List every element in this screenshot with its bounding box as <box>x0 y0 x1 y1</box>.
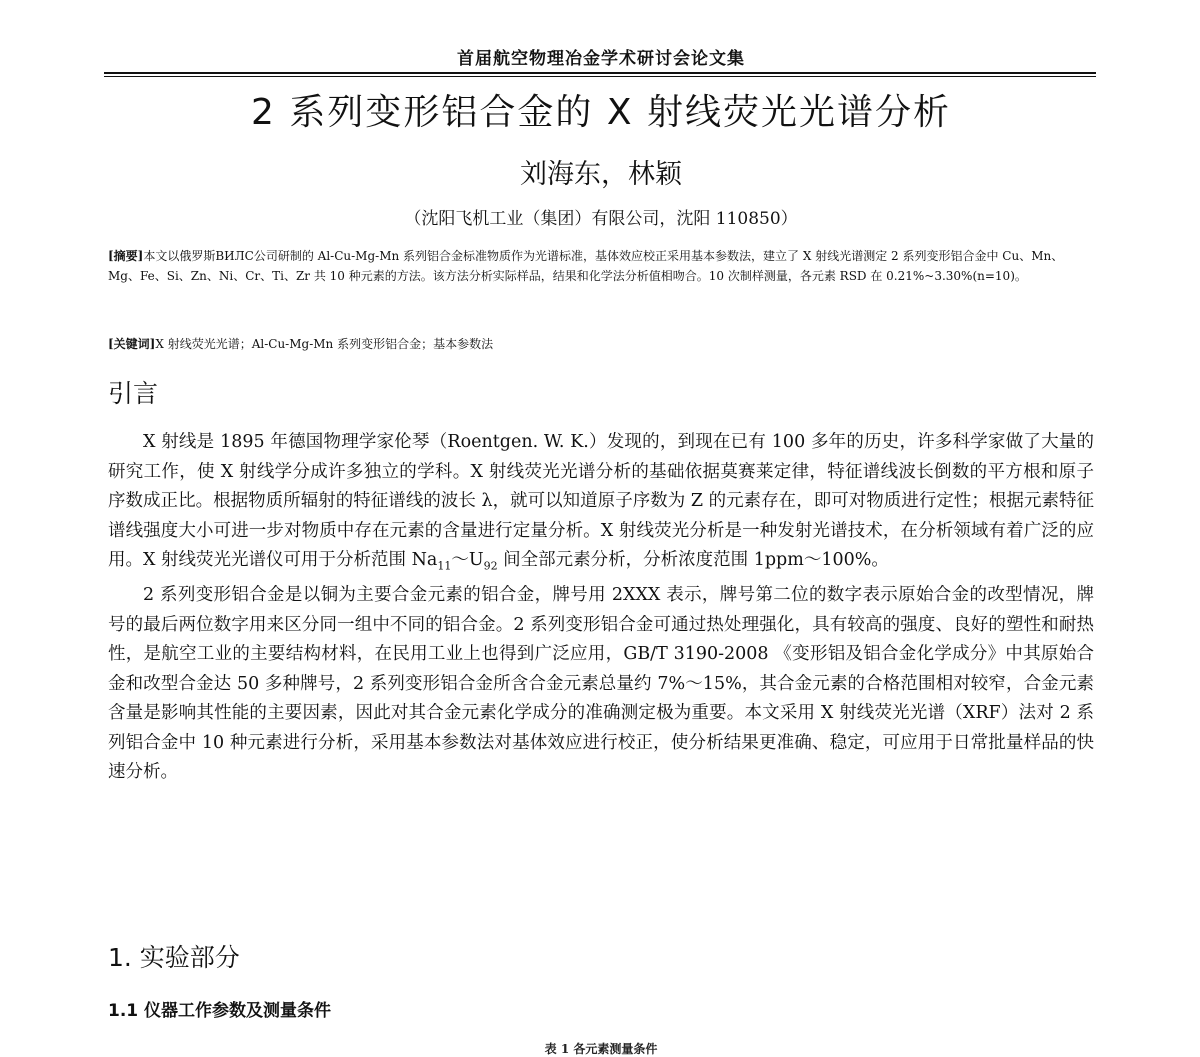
intro-p1-text-mid: ～U <box>451 550 484 570</box>
intro-paragraph-2: 2 系列变形铝合金是以铜为主要合金元素的铝合金，牌号用 2XXX 表示，牌号第二位的数字表示原始合金的改型情况，牌号的最后两位数字用来区分同一组中不同的铝合金。2 系列变形铝合金可通过热处理强化，具有较高的强度、良好的塑性和耐热性，是航空工业的主要结构材料，在民用工业上也得到广泛应用，GB/T 3190-2008 《变形铝及铝合金化学成分》中其原始合金和改型合金达 50 多种牌号，2 系列变形铝合金所含合金元素总量约 7%～15%，其合金元素的合格范围相对较窄，合金元素含量是影响其性能的主要因素，因此对其合金元素化学成分的准确测定极为重要。本文采用 X 射线荧光光谱（XRF）法对 2 系列铝合金中 10 种元素进行分析，采用基本参数法对基体效应进行校正，使分析结果更准确、稳定，可应用于日常批量样品的快速分析。 <box>108 585 1094 782</box>
running-header: 首届航空物理冶金学术研讨会论文集 <box>457 49 745 69</box>
header-rule-thick <box>104 72 1096 74</box>
keywords-text: X 射线荧光光谱；Al-Cu-Mg-Mn 系列变形铝合金；基本参数法 <box>155 337 494 351</box>
intro-p1-sub-na: 11 <box>437 559 452 573</box>
paper-affiliation: （沈阳飞机工业（集团）有限公司，沈阳 110850） <box>404 209 798 229</box>
intro-paragraph-1 <box>108 428 1094 581</box>
keywords <box>108 334 1094 354</box>
table-caption: 表 1 各元素测量条件 <box>544 1042 658 1056</box>
intro-p1-sub-u: 92 <box>483 559 498 573</box>
section-heading-intro: 引言 <box>108 379 159 408</box>
paper-authors: 刘海东，林颖 <box>520 159 682 190</box>
abstract <box>108 246 1094 286</box>
abstract-label: [摘要] <box>108 249 144 263</box>
subsection-heading-1-1: 1.1 仪器工作参数及测量条件 <box>108 1001 332 1021</box>
paper-title: 2 系列变形铝合金的 X 射线荧光光谱分析 <box>251 92 951 133</box>
section-heading-experimental: 1. 实验部分 <box>108 943 240 972</box>
header-rule-thin <box>104 76 1096 77</box>
abstract-text: 本文以俄罗斯ВИЛС公司研制的 Al-Cu-Mg-Mn 系列铝合金标准物质作为光谱标准，基体效应校正采用基本参数法，建立了 X 射线光谱测定 2 系列变形铝合金中 Cu、Mn、Mg、Fe、Si、Zn、Ni、Cr、Ti、Zr 共 10 种元素的方法。该方法分析实际样品，结果和化学法分析值相吻合。10 次制样测量，各元素 RSD 在 0.21%~3.30%(n=10)。 <box>108 249 1064 283</box>
intro-p1-text-a: X 射线是 1895 年德国物理学家伦琴（Roentgen. W. K.）发现的，到现在已有 100 多年的历史，许多科学家做了大量的研究工作，使 X 射线学分成许多独立的学科。X 射线荧光光谱分析的基础依据莫赛莱定律，特征谱线波长倒数的平方根和原子序数成正比。根据物质所辐射的特征谱线的波长 λ，就可以知道原子序数为 Z 的元素存在，即可对物质进行定性；根据元素特征谱线强度大小可进一步对物质中存在元素的含量进行定量分析。X 射线荧光分析是一种发射光谱技术，在分析领域有着广泛的应用。X 射线荧光光谱仪可用于分析范围 Na <box>108 432 1094 570</box>
keywords-label: [关键词] <box>108 337 156 351</box>
intro-p1-text-b: 间全部元素分析，分析浓度范围 1ppm～100%。 <box>497 550 889 570</box>
intro-body <box>108 428 1094 788</box>
